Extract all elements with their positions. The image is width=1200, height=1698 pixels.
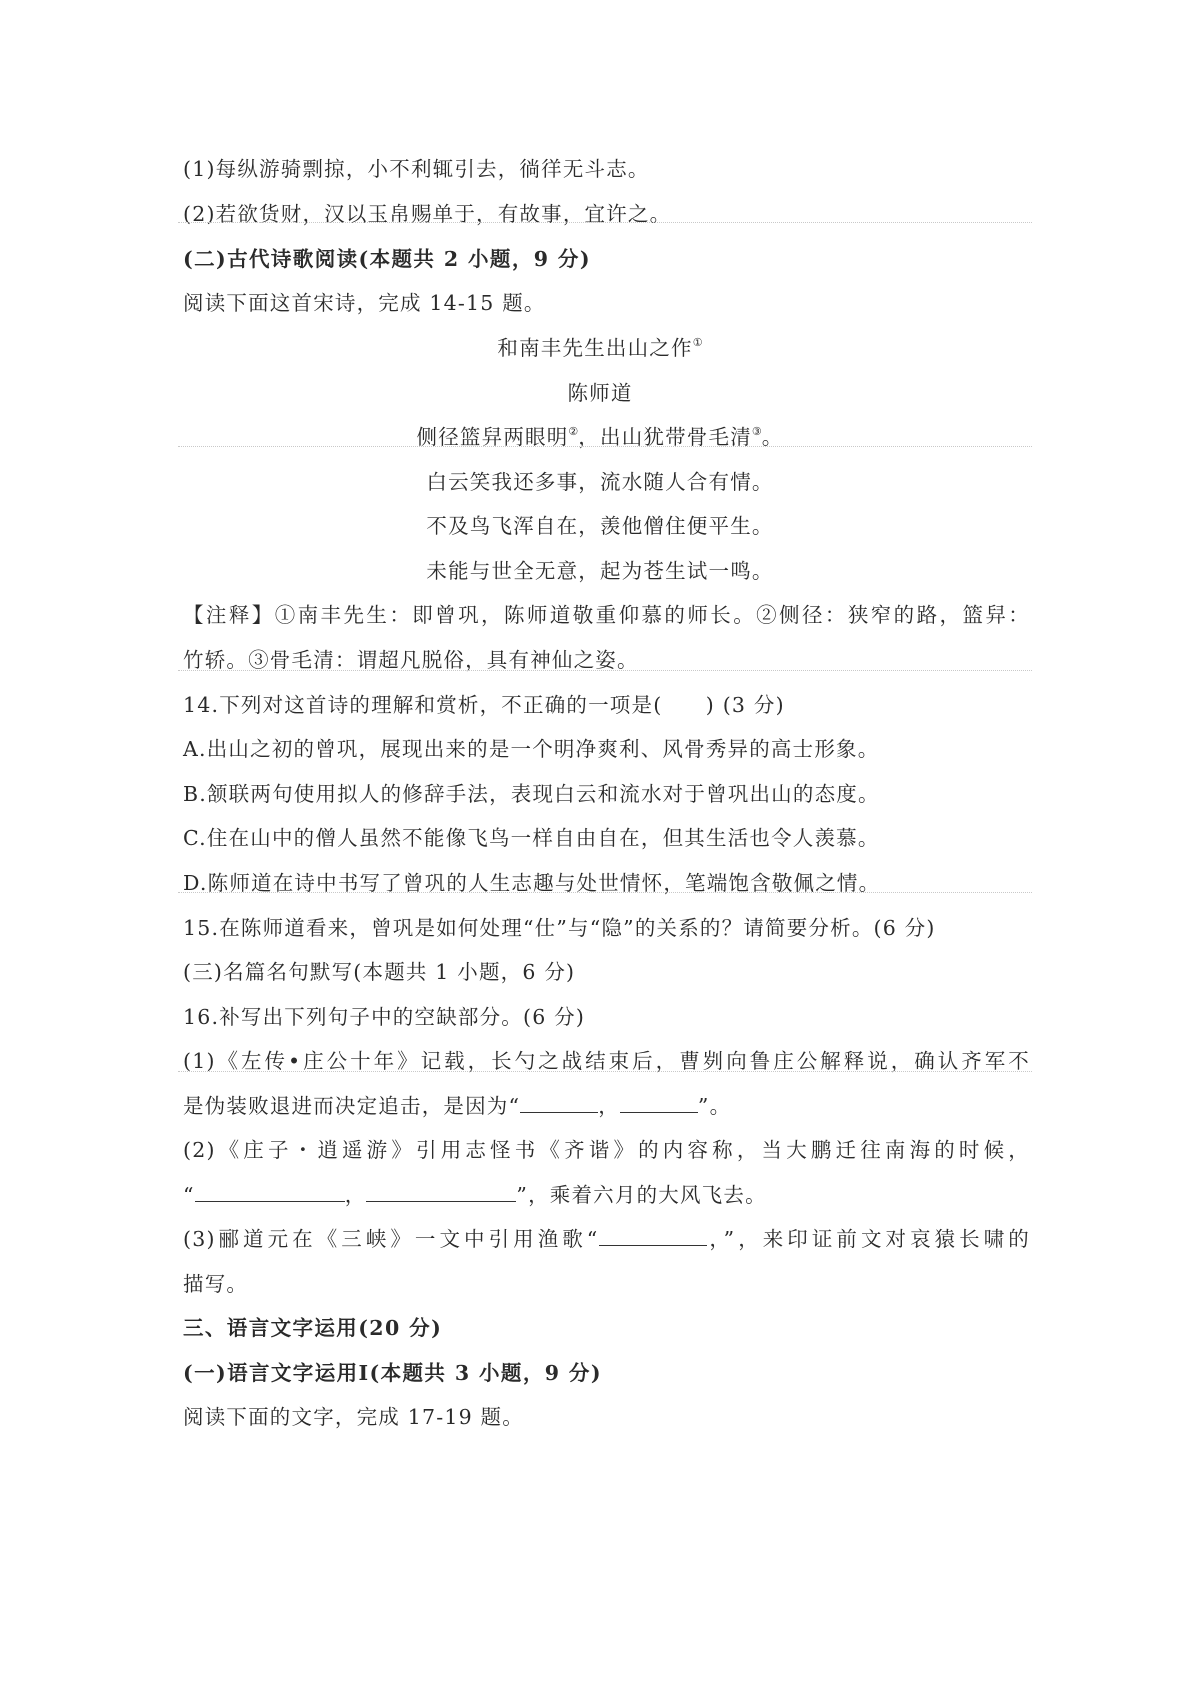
blank-separator: ，: [598, 1094, 620, 1118]
poem-title-text: 和南丰先生出山之作: [497, 336, 693, 360]
annotation-line-1: 【注释】①南丰先生：即曾巩，陈师道敬重仰慕的师长。②侧径：狭窄的路，篮舁：: [183, 603, 1030, 627]
poem-line-1-part-a: 侧径篮舁两眼明: [416, 425, 569, 449]
answer-blank[interactable]: [366, 1183, 516, 1202]
question-16-part-3-continuation: ，”，来印证前文对哀猿长啸的: [706, 1227, 1030, 1251]
question-14-option-d: D.陈师道在诗中书写了曾巩的人生志趣与处世情怀，笔端饱含敬佩之情。: [183, 871, 881, 895]
dotted-divider: [178, 670, 1032, 671]
question-16-part-1-line-1: (1)《左传•庄公十年》记载，长勺之战结束后，曹刿向鲁庄公解释说，确认齐军不: [183, 1049, 1030, 1073]
poem-line-1-part-b: ，出山犹带骨毛清: [578, 425, 752, 449]
dotted-divider: [178, 222, 1032, 223]
poem-line-1: [0, 422, 1200, 452]
question-16-part-1-line-2: [183, 1091, 1030, 1121]
question-16-stem: 16.补写出下列句子中的空缺部分。(6 分): [183, 1005, 586, 1029]
poem-line-2: 白云笑我还多事，流水随人合有情。: [426, 470, 774, 494]
poem-line-1-part-c: 。: [761, 425, 784, 449]
question-14-stem: 14.下列对这首诗的理解和赏析，不正确的一项是( ) (3 分): [183, 693, 785, 717]
answer-blank[interactable]: [620, 1094, 698, 1113]
language-use-instructions: 阅读下面的文字，完成 17-19 题。: [183, 1405, 524, 1429]
section-heading-poetry: (二)古代诗歌阅读(本题共 2 小题，9 分): [183, 247, 591, 271]
annotation-line-2: 竹轿。③骨毛清：谓超凡脱俗，具有神仙之姿。: [183, 648, 639, 672]
part-heading-language-use: 三、语言文字运用(20 分): [183, 1316, 443, 1340]
poem-line-3: 不及鸟飞浑自在，羡他僧住便平生。: [426, 514, 774, 538]
question-16-part-2-open-quote: “: [183, 1183, 195, 1207]
question-16-part-2-line-2: [183, 1180, 1030, 1210]
question-16-part-3-text: (3)郦道元在《三峡》一文中引用渔歌“: [183, 1227, 599, 1251]
answer-blank[interactable]: [195, 1183, 345, 1202]
question-14-option-a: A.出山之初的曾巩，展现出来的是一个明净爽利、风骨秀异的高士形象。: [183, 737, 880, 761]
section-heading-language-use-1: (一)语言文字运用Ⅰ(本题共 3 小题，9 分): [183, 1361, 602, 1385]
question-16-part-2-end: ”，乘着六月的大风飞去。: [516, 1183, 767, 1207]
question-14-option-b: B.颔联两句使用拟人的修辞手法，表现白云和流水对于曾巩出山的态度。: [183, 782, 880, 806]
dotted-divider: [178, 892, 1032, 893]
question-16-part-2-line-1: (2)《庄子・逍遥游》引用志怪书《齐谐》的内容称，当大鹏迁往南海的时候，: [183, 1138, 1030, 1162]
poem-author: 陈师道: [567, 381, 633, 405]
question-15: 15.在陈师道看来，曾巩是如何处理“仕”与“隐”的关系的？请简要分析。(6 分): [183, 916, 936, 940]
section-heading-recitation: (三)名篇名句默写(本题共 1 小题，6 分): [183, 960, 576, 984]
question-16-part-3-line-1: [183, 1224, 1030, 1254]
answer-blank[interactable]: [520, 1094, 598, 1113]
dotted-divider: [178, 446, 1032, 447]
blank-separator: ，: [344, 1183, 367, 1207]
footnote-marker: ①: [692, 336, 703, 349]
poetry-instructions: 阅读下面这首宋诗，完成 14-15 题。: [183, 291, 546, 315]
poem-title: [0, 333, 1200, 363]
answer-blank[interactable]: [599, 1227, 707, 1246]
footnote-marker: ②: [568, 425, 579, 438]
dotted-divider: [178, 1071, 1032, 1072]
question-14-option-c: C.住在山中的僧人虽然不能像飞鸟一样自由自在，但其生活也令人羡慕。: [183, 826, 880, 850]
question-16-part-1-text: 是伪装败退进而决定追击，是因为“: [183, 1094, 521, 1118]
question-16-part-1-end: ”。: [697, 1094, 732, 1118]
poem-line-4: 未能与世全无意，起为苍生试一鸣。: [426, 559, 774, 583]
translation-item-1: (1)每纵游骑剽掠，小不利辄引去，徜徉无斗志。: [183, 157, 650, 181]
footnote-marker: ③: [751, 425, 762, 438]
translation-item-2: (2)若欲货财，汉以玉帛赐单于，有故事，宜许之。: [183, 202, 672, 226]
question-16-part-3-line-2: 描写。: [183, 1272, 249, 1296]
